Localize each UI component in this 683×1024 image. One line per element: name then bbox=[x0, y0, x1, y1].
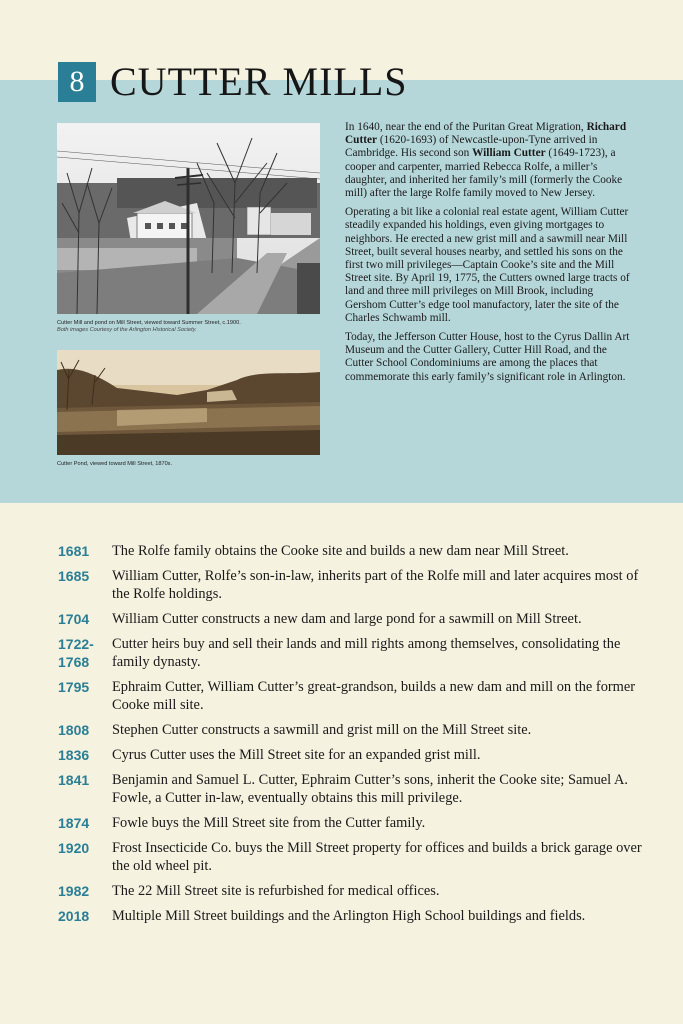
timeline-year: 1685 bbox=[58, 568, 90, 584]
timeline-event: Ephraim Cutter, William Cutter’s great-grandson, builds a new dam and mill on the former Cooke mill site. bbox=[112, 679, 636, 713]
history-paragraph-1 bbox=[345, 121, 630, 200]
section-number-badge: 8 bbox=[58, 62, 96, 102]
timeline-event: The 22 Mill Street site is refurbished for medical offices. bbox=[112, 883, 440, 899]
photo-credit: Both images Courtesy of the Arlington Historical Society. bbox=[57, 327, 197, 333]
timeline-year: 1982 bbox=[58, 883, 90, 899]
timeline-event: The Rolfe family obtains the Cooke site and builds a new dam near Mill Street. bbox=[112, 543, 569, 559]
p1-part-a: In 1640, near the end of the Puritan Great Migration, bbox=[345, 121, 587, 133]
timeline-row bbox=[58, 678, 648, 714]
timeline-event: Cutter heirs buy and sell their lands and mill rights among themselves, consolidating the family dynasty. bbox=[112, 636, 621, 670]
timeline-event: William Cutter constructs a new dam and large pond for a sawmill on Mill Street. bbox=[112, 611, 582, 627]
timeline-year: 1722- 1768 bbox=[58, 636, 94, 670]
timeline-year: 1841 bbox=[58, 772, 90, 788]
timeline-event: Cyrus Cutter uses the Mill Street site for an expanded grist mill. bbox=[112, 747, 481, 763]
history-text bbox=[345, 121, 630, 390]
timeline-row bbox=[58, 610, 648, 628]
timeline-event: Multiple Mill Street buildings and the Arlington High School buildings and fields. bbox=[112, 908, 586, 924]
timeline-row bbox=[58, 542, 648, 560]
timeline-row bbox=[58, 814, 648, 832]
timeline-row bbox=[58, 567, 648, 603]
timeline-event: Fowle buys the Mill Street site from the Cutter family. bbox=[112, 815, 426, 831]
timeline-event: Benjamin and Samuel L. Cutter, Ephraim Cutter’s sons, inherit the Cooke site; Samuel A. Fowle, a Cutter in-law, eventually obtains this mill privilege. bbox=[112, 772, 628, 806]
timeline-event: Stephen Cutter constructs a sawmill and grist mill on the Mill Street site. bbox=[112, 722, 532, 738]
timeline-year: 1808 bbox=[58, 722, 90, 738]
mill-photo bbox=[57, 123, 320, 314]
timeline-year: 1795 bbox=[58, 679, 90, 695]
timeline-row bbox=[58, 746, 648, 764]
timeline-row bbox=[58, 839, 648, 875]
timeline-row bbox=[58, 771, 648, 807]
p1-part-e: (1649-1723), a cooper and carpenter, married Rebecca Rolfe, a miller’s daughter, and inherited her family’s mill (formerly the Cooke mill) after the large Rolfe family moved to New Jersey. bbox=[345, 147, 623, 200]
timeline-row bbox=[58, 907, 648, 925]
timeline-year: 1704 bbox=[58, 611, 90, 627]
timeline-year: 1920 bbox=[58, 840, 90, 856]
timeline-row bbox=[58, 882, 648, 900]
timeline bbox=[58, 542, 648, 932]
pond-photo-caption: Cutter Pond, viewed toward Mill Street, 1870s. bbox=[57, 461, 173, 467]
timeline-year: 1836 bbox=[58, 747, 90, 763]
timeline-event: Frost Insecticide Co. buys the Mill Street property for offices and builds a brick garage over the old wheel pit. bbox=[112, 840, 642, 874]
page-title: CUTTER MILLS bbox=[110, 59, 408, 104]
timeline-event: William Cutter, Rolfe’s son-in-law, inherits part of the Rolfe mill and later acquires most of the Rolfe holdings. bbox=[112, 568, 639, 602]
timeline-year: 2018 bbox=[58, 908, 90, 924]
richard-cutter-name: Richard Cutter bbox=[345, 121, 627, 147]
timeline-row bbox=[58, 721, 648, 739]
history-paragraph-2: Operating a bit like a colonial real estate agent, William Cutter steadily expanded his holdings, even giving mortgages to neighbors. He erected a new grist mill and a sawmill near Mill Street, built several houses nearby, and settled his sons on the first two mill privileges—Captain Cooke’s site and the Mill Street site. By April 19, 1775, the Cutters owned large tracts of land and three mill privileges on Mill Brook, including Gershom Cutter’s edge tool manufactory, later the site of the Charles Schwamb mill. bbox=[345, 206, 630, 324]
mill-photo-caption-text: Cutter Mill and pond on Mill Street, viewed toward Summer Street, c.1900. bbox=[57, 320, 241, 326]
timeline-year: 1874 bbox=[58, 815, 90, 831]
pond-photo bbox=[57, 350, 320, 455]
history-paragraph-3: Today, the Jefferson Cutter House, host to the Cyrus Dallin Art Museum and the Cutter Gallery, Cutter Hill Road, and the Cutter School Condominiums are among the places that commemorate this early family’s significant role in Arlington. bbox=[345, 331, 630, 383]
p1-part-c: (1620-1693) of Newcastle-upon-Tyne arrived in Cambridge. His second son bbox=[345, 134, 598, 160]
william-cutter-name: William Cutter bbox=[472, 147, 546, 160]
timeline-row bbox=[58, 635, 648, 671]
mill-photo-caption bbox=[57, 320, 320, 334]
timeline-year: 1681 bbox=[58, 543, 90, 559]
